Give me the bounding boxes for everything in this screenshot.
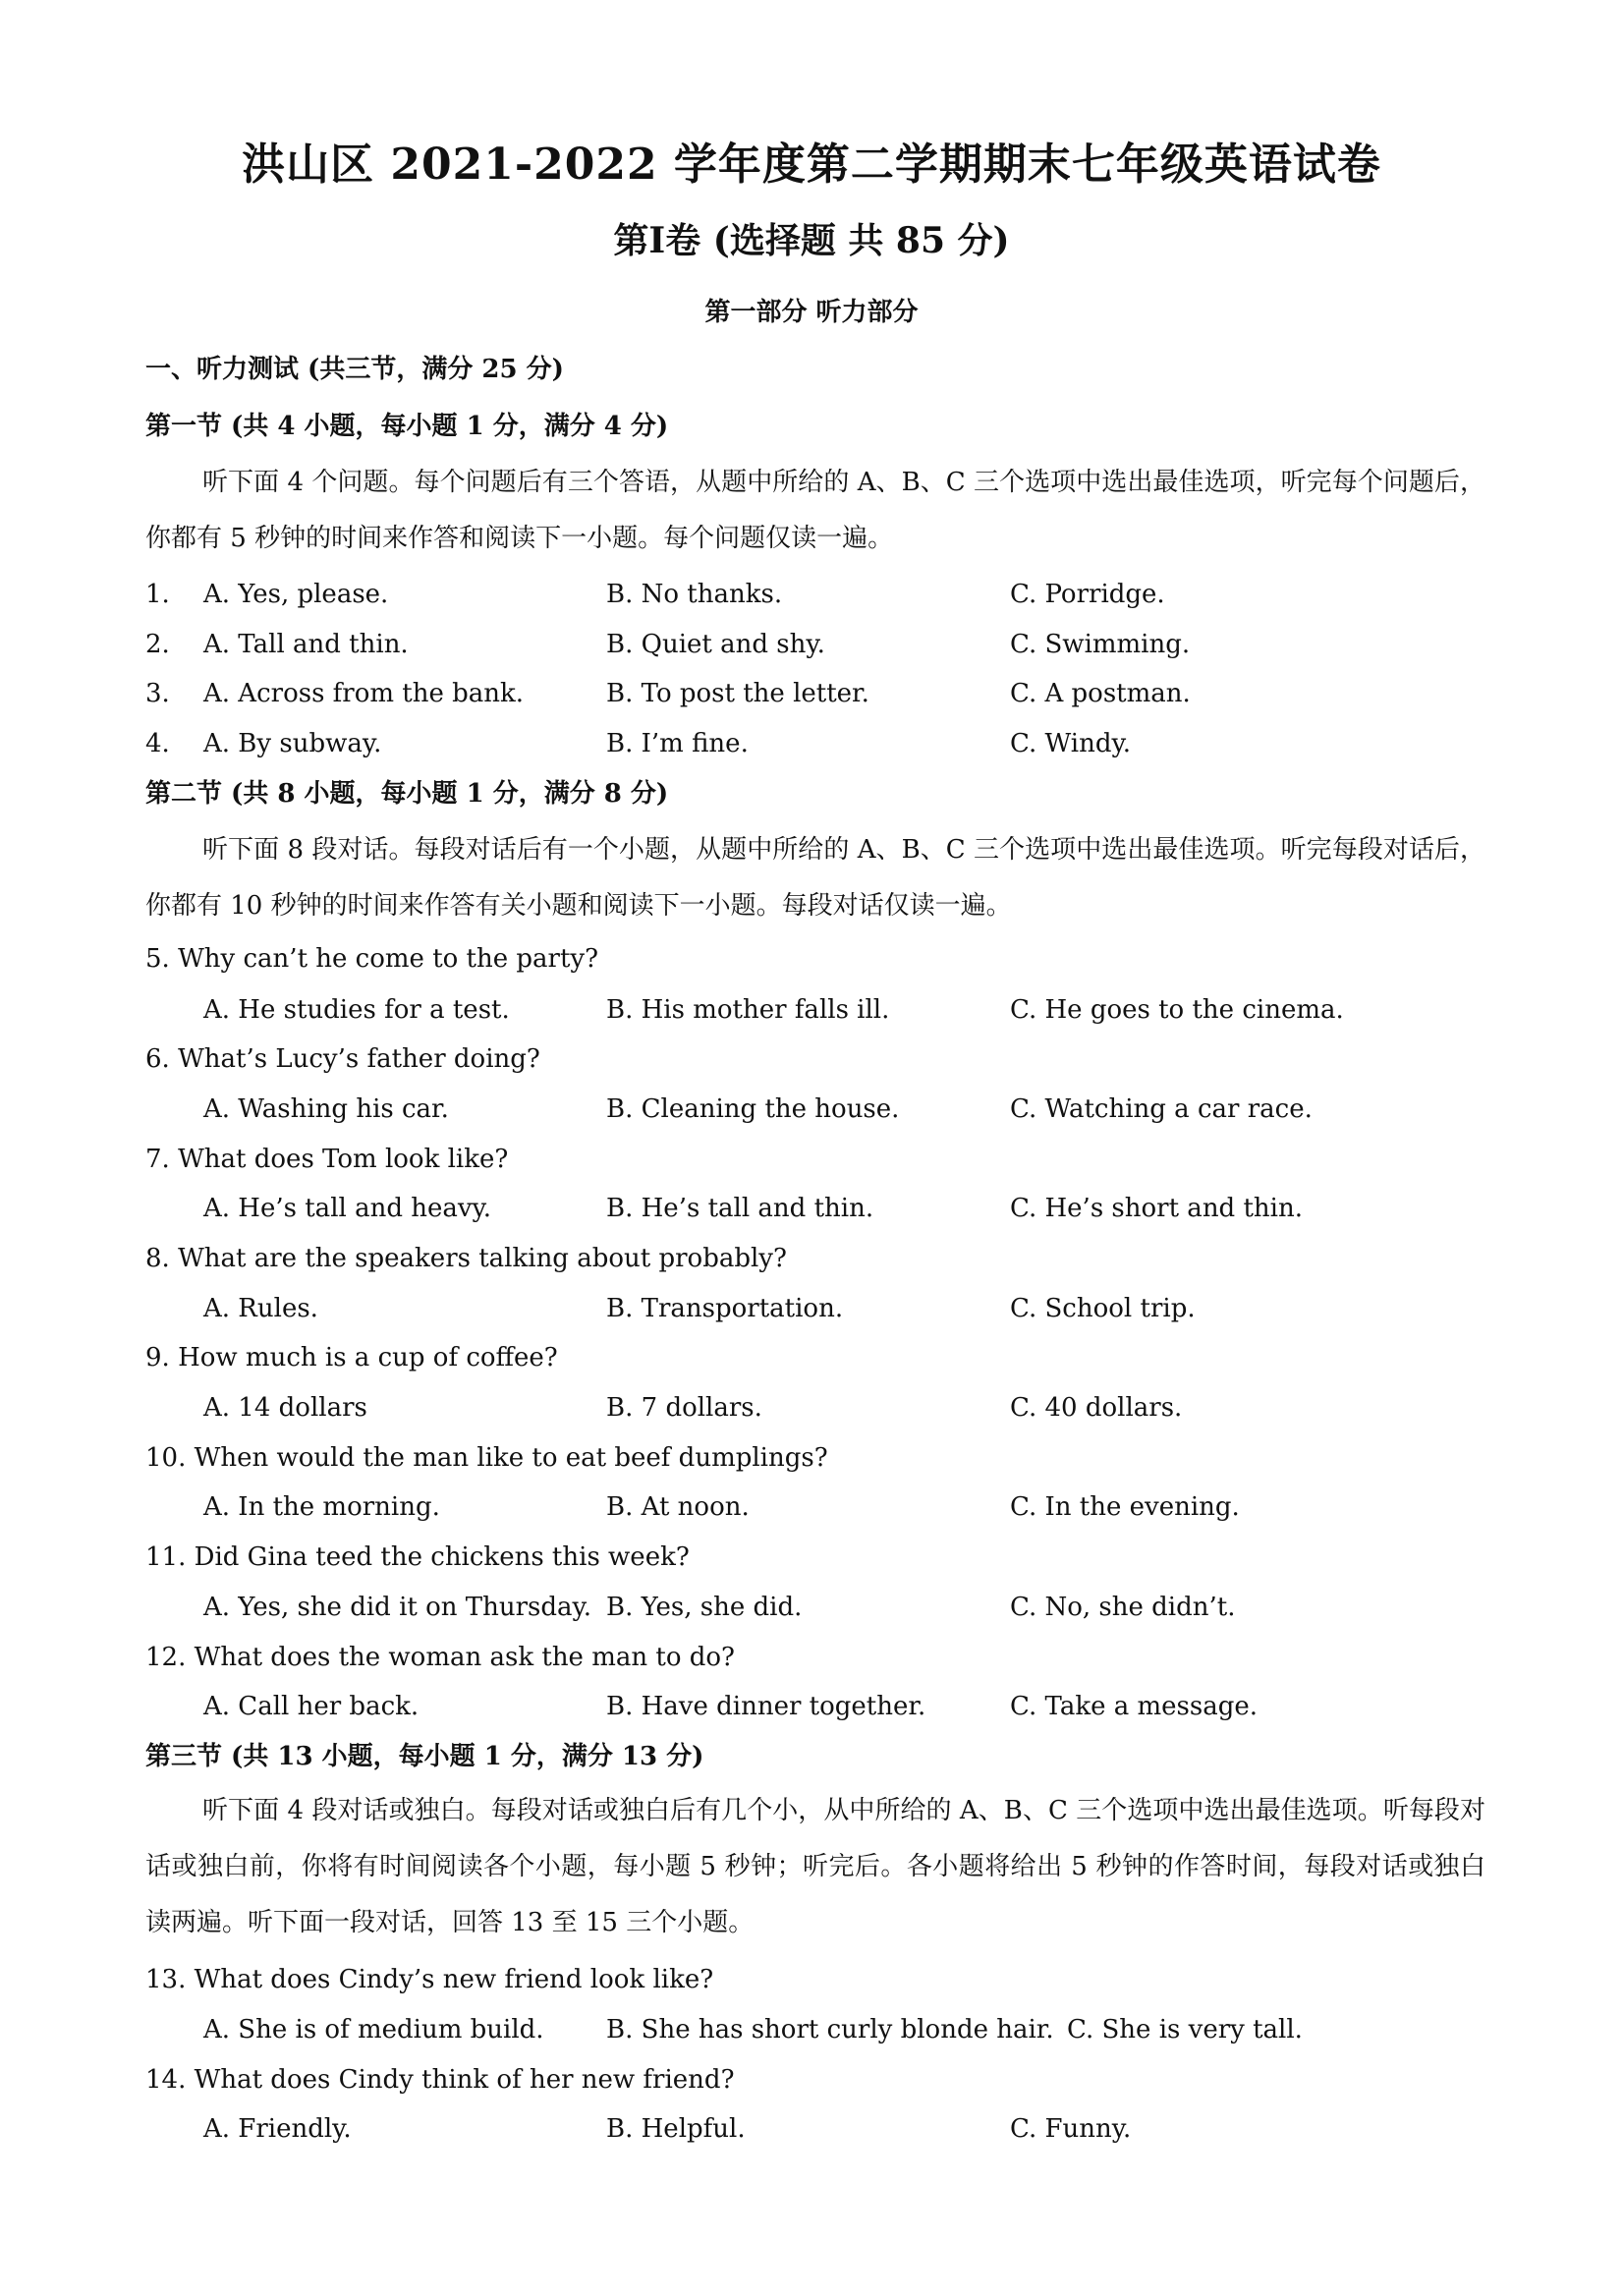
option-b: B. He’s tall and thin. bbox=[606, 1194, 874, 1223]
section1-instructions: 听下面 4 个问题。每个问题后有三个答语，从题中所给的 A、B、C 三个选项中选出最佳选项，听完每个问题后，你都有 5 秒钟的时间来作答和阅读下一小题。每个问题仅读一遍。 bbox=[145, 468, 1485, 553]
question-number: 1. bbox=[145, 580, 170, 609]
option-a: A. Washing his car. bbox=[203, 1094, 449, 1124]
option-b: B. Transportation. bbox=[606, 1294, 844, 1323]
option-c: C. Take a message. bbox=[1010, 1692, 1259, 1721]
option-b: B. Have dinner together. bbox=[606, 1692, 926, 1721]
option-b: B. 7 dollars. bbox=[606, 1393, 762, 1423]
section-header: 一、听力测试 (共三节，满分 25 分) bbox=[145, 355, 564, 384]
option-a: A. He studies for a test. bbox=[203, 995, 510, 1025]
section2-heading: 第二节 (共 8 小题，每小题 1 分，满分 8 分) bbox=[145, 779, 669, 809]
option-c: C. Windy. bbox=[1010, 729, 1131, 758]
option-a: A. She is of medium build. bbox=[203, 2015, 544, 2044]
exam-title: 洪山区 2021-2022 学年度第二学期期末七年级英语试卷 bbox=[242, 140, 1381, 190]
question-text: 10. When would the man like to eat beef dumplings? bbox=[145, 1443, 828, 1473]
question-text: 12. What does the woman ask the man to do? bbox=[145, 1643, 735, 1672]
question-number: 4. bbox=[145, 729, 170, 758]
option-a: A. Tall and thin. bbox=[203, 630, 409, 659]
question-text: 14. What does Cindy think of her new friend? bbox=[145, 2065, 735, 2095]
section1-heading: 第一节 (共 4 小题，每小题 1 分，满分 4 分) bbox=[145, 412, 669, 441]
option-b: B. Quiet and shy. bbox=[606, 630, 825, 659]
question-number: 2. bbox=[145, 630, 170, 659]
option-a: A. 14 dollars bbox=[203, 1393, 367, 1423]
option-c: C. He goes to the cinema. bbox=[1010, 995, 1344, 1025]
option-c: C. Funny. bbox=[1010, 2114, 1132, 2144]
option-c: C. She is very tall. bbox=[1067, 2015, 1303, 2044]
question-text: 7. What does Tom look like? bbox=[145, 1145, 509, 1174]
option-c: C. He’s short and thin. bbox=[1010, 1194, 1303, 1223]
option-c: C. Swimming. bbox=[1010, 630, 1191, 659]
question-text: 13. What does Cindy’s new friend look like? bbox=[145, 1965, 714, 1994]
exam-subtitle: 第Ⅰ卷 (选择题 共 85 分) bbox=[613, 220, 1010, 261]
option-c: C. A postman. bbox=[1010, 679, 1191, 708]
option-a: A. Yes, please. bbox=[203, 580, 389, 609]
option-c: C. In the evening. bbox=[1010, 1492, 1240, 1522]
option-a: A. Across from the bank. bbox=[203, 679, 525, 708]
option-c: C. 40 dollars. bbox=[1010, 1393, 1183, 1423]
part-name: 第一部分 听力部分 bbox=[704, 298, 919, 327]
option-b: B. His mother falls ill. bbox=[606, 995, 890, 1025]
option-a: A. Friendly. bbox=[203, 2114, 352, 2144]
question-text: 6. What’s Lucy’s father doing? bbox=[145, 1044, 540, 1074]
section3-instructions: 听下面 4 段对话或独白。每段对话或独白后有几个小，从中所给的 A、B、C 三个选项中选出最佳选项。听每段对话或独白前，你将有时间阅读各个小题，每小题 5 秒钟；听完后。各小题将给出 5 秒钟的作答时间，每段对话或独白读两遍。听下面一段对话，回答 13 至 15 三个小题。 bbox=[145, 1796, 1485, 1937]
option-a: A. In the morning. bbox=[203, 1492, 440, 1522]
question-text: 5. Why can’t he come to the party? bbox=[145, 944, 599, 974]
option-b: B. No thanks. bbox=[606, 580, 783, 609]
question-number: 3. bbox=[145, 679, 170, 708]
option-b: B. To post the letter. bbox=[606, 679, 869, 708]
option-b: B. Yes, she did. bbox=[606, 1593, 803, 1622]
option-c: C. No, she didn’t. bbox=[1010, 1593, 1236, 1622]
option-a: A. Yes, she did it on Thursday. bbox=[203, 1593, 592, 1622]
section2-instructions: 听下面 8 段对话。每段对话后有一个小题，从题中所给的 A、B、C 三个选项中选出最佳选项。听完每段对话后，你都有 10 秒钟的时间来作答有关小题和阅读下一小题。每段对话仅读一遍。 bbox=[145, 835, 1485, 921]
option-a: A. Rules. bbox=[203, 1294, 318, 1323]
option-c: C. Porridge. bbox=[1010, 580, 1165, 609]
option-a: A. He’s tall and heavy. bbox=[203, 1194, 492, 1223]
option-b: B. Cleaning the house. bbox=[606, 1094, 900, 1124]
question-text: 8. What are the speakers talking about probably? bbox=[145, 1244, 787, 1273]
option-b: B. Helpful. bbox=[606, 2114, 746, 2144]
question-text: 9. How much is a cup of coffee? bbox=[145, 1343, 558, 1372]
option-c: C. School trip. bbox=[1010, 1294, 1196, 1323]
option-b: B. At noon. bbox=[606, 1492, 750, 1522]
question-text: 11. Did Gina teed the chickens this week? bbox=[145, 1542, 690, 1572]
section3-heading: 第三节 (共 13 小题，每小题 1 分，满分 13 分) bbox=[145, 1742, 704, 1771]
option-a: A. Call her back. bbox=[203, 1692, 420, 1721]
option-a: A. By subway. bbox=[203, 729, 382, 758]
option-c: C. Watching a car race. bbox=[1010, 1094, 1313, 1124]
option-b: B. I’m fine. bbox=[606, 729, 749, 758]
option-b: B. She has short curly blonde hair. bbox=[606, 2015, 1054, 2044]
